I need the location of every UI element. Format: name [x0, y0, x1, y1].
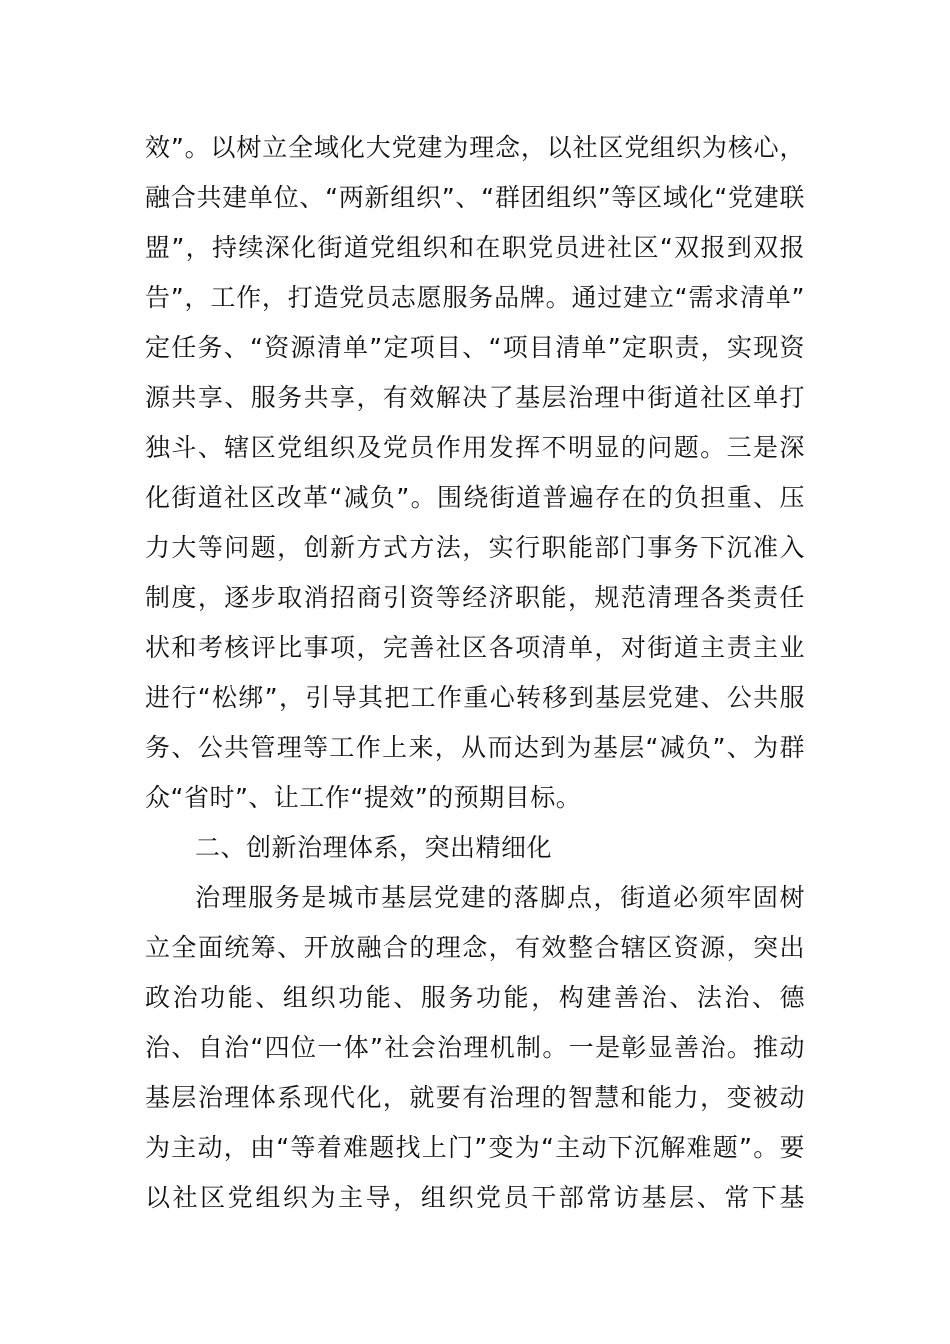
text-line: 以社区党组织为主导，组织党员干部常访基层、常下基: [145, 1183, 805, 1212]
section-heading: 二、创新治理体系，突出精细化: [195, 833, 553, 862]
text-line: 治理服务是城市基层党建的落脚点，街道必须牢固树: [195, 883, 805, 912]
text-line: 基层治理体系现代化，就要有治理的智慧和能力，变被动: [145, 1083, 805, 1112]
text-line: 政治功能、组织功能、服务功能，构建善治、法治、德: [145, 983, 805, 1012]
text-line: 众“省时”、让工作“提效”的预期目标。: [145, 783, 582, 812]
text-line: 盟”，持续深化街道党组织和在职党员进社区“双报到双报: [145, 233, 805, 262]
text-line: 为主动，由“等着难题找上门”变为“主动下沉解难题”。要: [145, 1133, 805, 1162]
text-line: 立全面统筹、开放融合的理念，有效整合辖区资源，突出: [145, 933, 805, 962]
text-line: 治、自治“四位一体”社会治理机制。一是彰显善治。推动: [145, 1033, 805, 1062]
text-line: 力大等问题，创新方式方法，实行职能部门事务下沉准入: [145, 533, 805, 562]
text-line: 源共享、服务共享，有效解决了基层治理中街道社区单打: [145, 383, 805, 412]
text-line: 告”，工作，打造党员志愿服务品牌。通过建立“需求清单”: [145, 283, 805, 312]
text-line: 定任务、“资源清单”定项目、“项目清单”定职责，实现资: [145, 333, 805, 362]
text-line: 效”。以树立全域化大党建为理念，以社区党组织为核心，: [145, 133, 805, 162]
text-line: 制度，逐步取消招商引资等经济职能，规范清理各类责任: [145, 583, 805, 612]
text-line: 独斗、辖区党组织及党员作用发挥不明显的问题。三是深: [145, 433, 805, 462]
text-line: 务、公共管理等工作上来，从而达到为基层“减负”、为群: [145, 733, 805, 762]
body-text: [145, 123, 805, 1223]
text-line: 化街道社区改革“减负”。围绕街道普遍存在的负担重、压: [145, 483, 805, 512]
text-line: 状和考核评比事项，完善社区各项清单，对街道主责主业: [145, 633, 805, 662]
text-line: 进行“松绑”，引导其把工作重心转移到基层党建、公共服: [145, 683, 805, 712]
text-line: 融合共建单位、“两新组织”、“群团组织”等区域化“党建联: [145, 183, 805, 212]
